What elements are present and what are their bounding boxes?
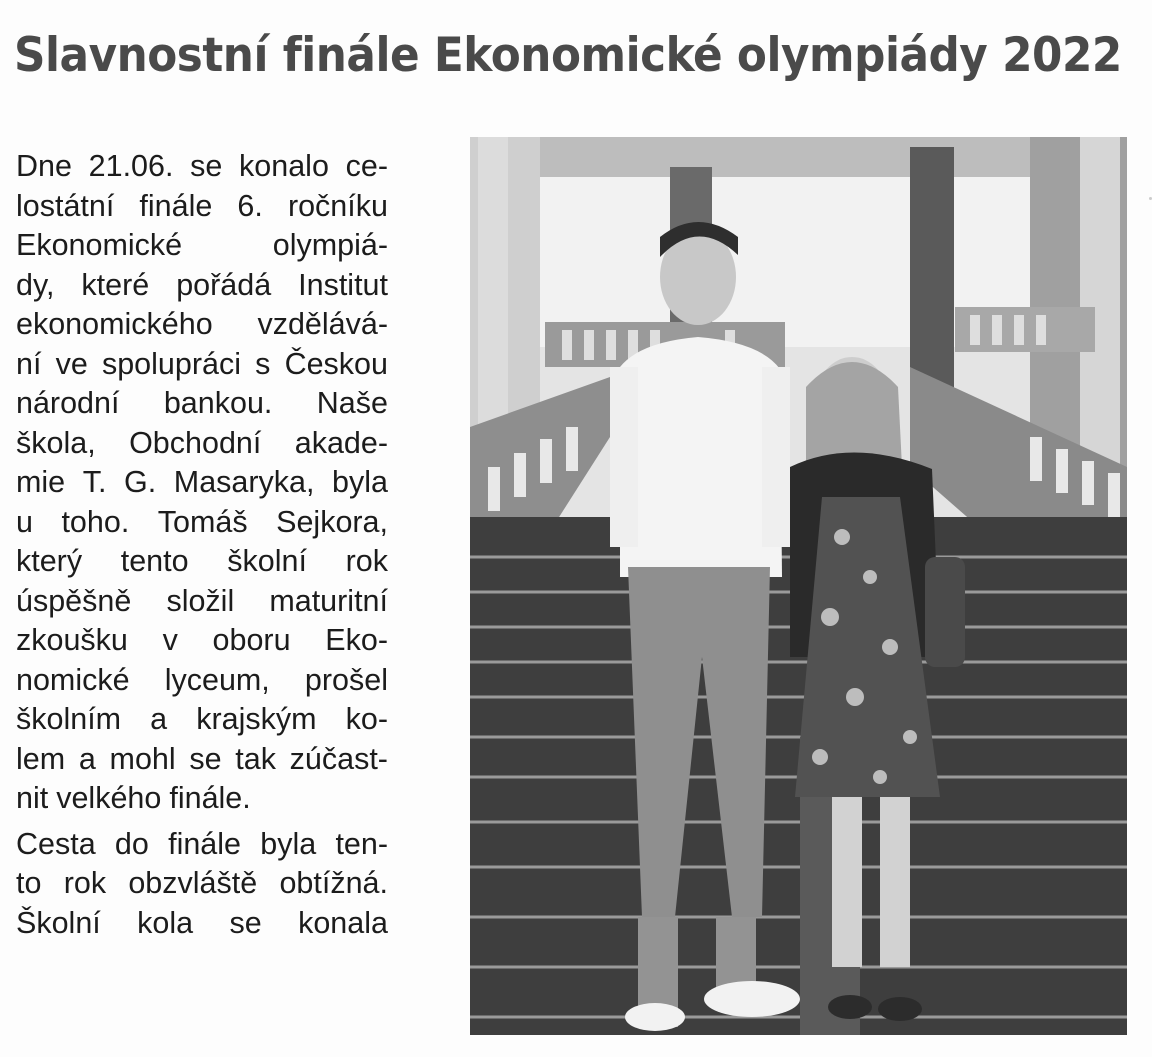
word: lyceum, <box>164 662 270 697</box>
text-line <box>16 305 388 345</box>
word: finále <box>168 826 242 861</box>
text-line <box>16 904 388 944</box>
word: do <box>114 826 149 861</box>
text-line <box>16 187 388 227</box>
text-line <box>16 384 388 424</box>
article-body <box>16 147 388 943</box>
word: akade- <box>294 425 388 460</box>
word: Masaryka, <box>173 465 315 499</box>
word: 6. <box>237 188 263 223</box>
word: školní <box>227 544 307 578</box>
word: Institut <box>298 267 388 302</box>
word: krajským <box>196 702 317 736</box>
word: s <box>255 346 271 381</box>
word: ročníku <box>287 188 388 223</box>
text-line <box>16 779 388 819</box>
word: se <box>190 149 223 183</box>
word: v <box>162 623 178 657</box>
word: nit <box>16 781 49 815</box>
word: který <box>16 544 83 578</box>
word: školním <box>16 702 122 736</box>
word: Dne <box>16 149 72 183</box>
text-line <box>16 463 388 503</box>
word: T. <box>82 465 107 499</box>
word: Eko- <box>325 623 388 657</box>
word: a <box>78 741 96 776</box>
word: G. <box>124 465 157 499</box>
word: rok <box>63 866 107 900</box>
word: se <box>229 905 262 940</box>
word: velkého <box>56 781 162 815</box>
word: lem <box>16 741 66 776</box>
word: ko- <box>345 702 388 736</box>
text-line <box>16 621 388 661</box>
word: škola, <box>16 425 96 460</box>
word: byla <box>260 826 317 861</box>
word: úspěšně <box>16 583 132 618</box>
word: oboru <box>212 623 291 657</box>
word: bankou. <box>163 386 273 420</box>
word: Sejkora, <box>276 504 388 539</box>
word: spolupráci <box>101 346 241 381</box>
text-line <box>16 825 388 865</box>
word: toho. <box>61 504 130 539</box>
word: finále. <box>169 781 251 815</box>
word: u <box>16 504 33 539</box>
word: které <box>81 267 150 302</box>
text-line <box>16 582 388 622</box>
word: mie <box>16 465 66 499</box>
text-line <box>16 542 388 582</box>
article-title: Slavnostní finále Ekonomické olympiády 2022 <box>14 28 1122 83</box>
word: a <box>150 702 168 736</box>
word: Cesta <box>16 826 96 861</box>
word: vzdělává- <box>257 307 388 341</box>
word: Ekonomické <box>16 228 183 262</box>
word: rok <box>345 544 388 578</box>
word: byla <box>332 465 388 499</box>
word: ten- <box>335 826 388 861</box>
word: Tomáš <box>157 504 248 539</box>
word: konala <box>298 905 388 940</box>
word: dy, <box>16 267 55 302</box>
word: maturitní <box>269 583 388 618</box>
word: nomické <box>16 662 130 697</box>
word: ce- <box>345 149 388 183</box>
word: to <box>16 866 42 900</box>
text-line <box>16 226 388 266</box>
text-line <box>16 661 388 701</box>
text-line <box>16 147 388 187</box>
word: konalo <box>239 149 329 183</box>
word: olympiá- <box>272 228 388 262</box>
text-line <box>16 266 388 306</box>
word: tento <box>120 544 189 578</box>
word: prošel <box>304 662 388 697</box>
word: ní <box>16 346 42 381</box>
word: Obchodní <box>129 425 262 460</box>
word: kola <box>137 905 194 940</box>
word: Naše <box>316 386 388 420</box>
grand-staircase-photo-icon <box>470 137 1127 1035</box>
text-line <box>16 503 388 543</box>
word: lostátní <box>16 188 115 223</box>
text-line <box>16 700 388 740</box>
word: mohl <box>109 741 176 776</box>
word: zúčast- <box>289 741 388 776</box>
word: ve <box>55 346 88 381</box>
word: 21.06. <box>88 149 174 183</box>
word: zkoušku <box>16 623 128 657</box>
word: pořádá <box>176 267 272 302</box>
text-line <box>16 864 388 904</box>
word: Českou <box>284 346 388 381</box>
word: národní <box>16 386 120 420</box>
article-photo <box>470 137 1127 1035</box>
word: složil <box>166 583 235 618</box>
text-line <box>16 424 388 464</box>
word: obzvláště <box>128 866 258 900</box>
word: finále <box>139 188 213 223</box>
word: Školní <box>16 905 101 940</box>
word: tak <box>235 741 276 776</box>
word: se <box>189 741 222 776</box>
word: ekonomického <box>16 307 213 341</box>
word: obtížná. <box>279 866 388 900</box>
text-line <box>16 740 388 780</box>
text-line <box>16 345 388 385</box>
